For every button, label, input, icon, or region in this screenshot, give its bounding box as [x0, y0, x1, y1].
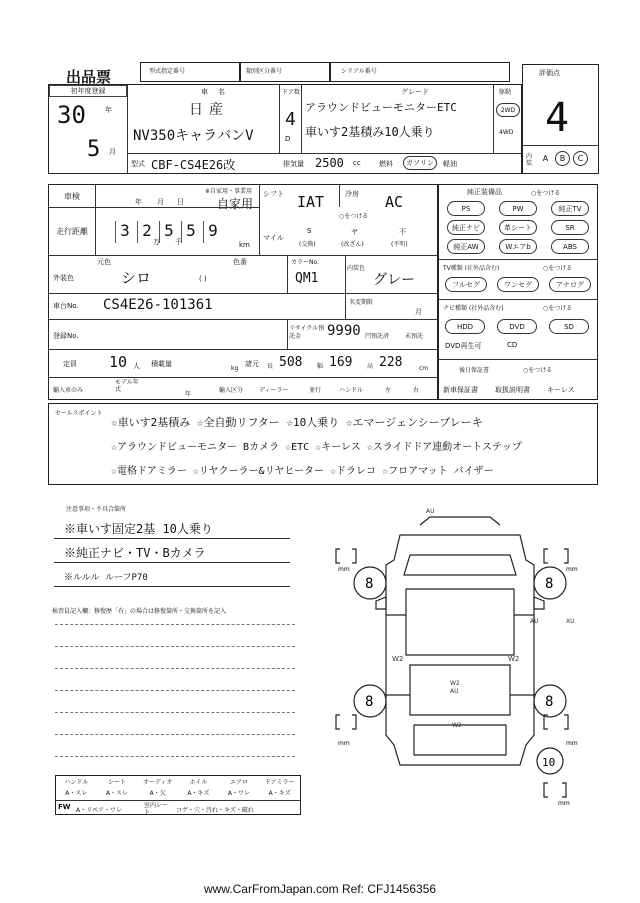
inspection-label: 車検: [64, 191, 80, 201]
height-label: 高: [367, 363, 374, 370]
load-label: 積載量: [151, 360, 172, 368]
displacement-label: 排気量: [283, 160, 304, 168]
length-label: 長: [267, 363, 274, 370]
score-value: 4: [545, 95, 570, 141]
width: 169: [329, 355, 353, 370]
spare-tire: 10: [542, 756, 556, 769]
car-diagram-svg: [330, 505, 590, 805]
legend-fw: FW: [58, 803, 71, 811]
mm-spare: mm: [558, 800, 570, 805]
right-label: 右: [413, 387, 420, 394]
mileage-digit: 2: [137, 221, 156, 243]
tire-rr: 8: [545, 694, 554, 710]
model-code-label: 型式: [131, 160, 145, 168]
legend-header: シート: [107, 779, 126, 786]
ac-value: AC: [385, 193, 404, 211]
deposit-missing: 未預託: [405, 333, 424, 340]
mileage-man-unit: 万: [153, 238, 160, 246]
inspection-month-unit: 月: [157, 198, 164, 206]
dealer-label: ディーラー: [259, 387, 289, 394]
grade-line2: 車いす2基積み10人乗り: [305, 125, 435, 139]
dims-unit: cm: [419, 365, 429, 372]
transfer-label: 名変期限: [349, 299, 374, 306]
model-year-label: モデル年式: [115, 379, 139, 393]
category-label: 類別区分番号: [246, 68, 283, 75]
displacement-unit: cc: [353, 159, 361, 167]
first-reg-month: 5: [87, 137, 101, 162]
equip-item: 革シート: [499, 220, 537, 235]
shift-value: IAT: [297, 193, 325, 211]
tire-rl: 8: [365, 694, 374, 710]
equipment-block: [438, 184, 598, 400]
height: 228: [379, 355, 403, 370]
legend-value: A・キズ: [187, 790, 210, 797]
shift-label: シフト: [263, 190, 284, 198]
color-value: シロ: [121, 269, 152, 287]
ac-label: 冷房: [345, 190, 359, 198]
note-line-1: ※車いす固定2基 10人乗り: [64, 522, 213, 536]
tv-item: ワンセグ: [497, 277, 539, 292]
mark-w2-center: W2: [450, 680, 460, 687]
mileage-unit: km: [239, 241, 250, 249]
mm-fl: mm: [338, 566, 350, 573]
equip-title: 純正装備品: [467, 188, 502, 196]
model-name: NV350キャラバンV: [133, 128, 254, 144]
inspection-year-unit: 年: [135, 198, 142, 206]
mm-rl: mm: [338, 740, 350, 747]
legend-header: エアロ: [229, 779, 248, 786]
equip-item: 純正TV: [551, 201, 589, 216]
first-reg-year: 30: [57, 101, 86, 129]
meter-fu-note: (不明): [391, 241, 408, 248]
sheet-title: 出品票: [66, 68, 112, 86]
mark-au: AU: [426, 508, 435, 515]
sales-points-box: [48, 403, 598, 485]
equip-item: PW: [499, 201, 537, 216]
import-type-label: 輸入区分: [219, 387, 244, 394]
color-code-label: カラーNo.: [291, 259, 319, 266]
mileage-digit: 5: [181, 221, 200, 243]
footer-ref: Ref: CFJ1456356: [341, 882, 437, 896]
equip-note: ○をつける: [531, 190, 561, 197]
load-unit: kg: [231, 365, 239, 372]
meter-ya: ヤ: [351, 228, 358, 236]
legend-fw-b: 室内シート: [144, 802, 169, 816]
drive-4wd: 4WD: [499, 129, 514, 136]
interior-label: 内装: [526, 153, 533, 167]
navi-item: SD: [549, 319, 589, 334]
use-note: ※自家用・事業用: [205, 188, 253, 195]
meter-s: S: [307, 227, 312, 235]
meter-fu: 不: [399, 228, 406, 236]
mileage-sen-unit: 千: [175, 238, 182, 246]
car-diagram: [330, 505, 590, 805]
navi-item: HDD: [445, 319, 485, 334]
color-code: QM1: [295, 271, 319, 286]
legend-header: ハンドル: [64, 779, 89, 786]
transfer-month: 月: [415, 308, 422, 316]
score-label: 評価点: [539, 69, 560, 77]
drive-2wd: 2WD: [496, 103, 520, 117]
recycle-label: リサイクル預託金: [289, 325, 325, 340]
mark-au-side: AU: [530, 618, 539, 625]
doors-label: ドア数: [282, 89, 300, 96]
mark-w2-rear: W2: [452, 722, 462, 729]
doc-item: 取扱説明書: [495, 386, 530, 394]
drive-label: 駆動: [499, 89, 512, 96]
mileage-label: 走行距離: [56, 226, 88, 236]
frame-label: 車台No.: [53, 302, 79, 310]
legend-value: A・キズ: [268, 790, 291, 797]
equip-item: 純正AW: [447, 239, 485, 254]
mm-rr: mm: [566, 740, 578, 747]
mark-w2-right: W2: [508, 655, 520, 663]
capacity: 10: [109, 353, 128, 371]
mark-w2-left: W2: [392, 655, 404, 663]
handle-label: ハンドル: [339, 387, 364, 394]
width-label: 幅: [317, 363, 324, 370]
rear-note: ○をつける: [523, 367, 553, 374]
recycle-value: 9990: [327, 323, 361, 339]
equip-item: SR: [551, 220, 589, 235]
model-year-unit: 年: [185, 391, 192, 398]
legend-fw-a: A・リペア・ワレ: [76, 807, 122, 814]
vehicle-block: [48, 84, 522, 174]
navi-note: ○をつける: [543, 305, 573, 312]
meter-note: ○をつける: [339, 213, 369, 220]
fuel-diesel: 軽油: [443, 160, 457, 168]
score-box: [522, 64, 599, 174]
sales-points-label: セールスポイント: [55, 410, 103, 417]
color-no-label: 色番: [233, 258, 247, 266]
legend-header: オーディオ: [142, 779, 173, 786]
tire-fl: 8: [365, 576, 374, 592]
maker: 日産: [189, 102, 229, 118]
serial-label: シリアル番号: [341, 68, 377, 75]
frame-no: CS4E26-101361: [103, 297, 213, 313]
doors-suffix: D: [285, 135, 291, 143]
note-line-3: ※ルルル ルーフP70: [64, 573, 148, 583]
interior-a: A: [542, 154, 549, 163]
tv-label: TV種類 (社外品含む): [443, 265, 500, 272]
detail-block: [48, 184, 438, 400]
first-reg-month-unit: 月: [109, 148, 116, 156]
sales-line-2: ☆アラウンドビューモニター Bカメラ ☆ETC ☆キーレス ☆スライドドア連動オートステップ: [111, 442, 522, 453]
inspector-label: 検査員記入欄：修復歴「有」の場合は修復箇所・交換箇所を記入: [52, 608, 227, 615]
first-reg-label: 初年度登録: [49, 85, 127, 97]
left-label: 左: [385, 387, 392, 394]
parallel-label: 並行: [309, 387, 322, 394]
fuel-label: 燃料: [379, 160, 393, 168]
displacement: 2500: [315, 156, 344, 170]
interior-b: B: [555, 151, 570, 166]
equip-item: 純正ナビ: [447, 220, 485, 235]
rear-label: 後日保証書: [459, 367, 490, 374]
mark-au-center: AU: [450, 688, 459, 695]
color-no-paren: ( ): [199, 275, 207, 283]
mileage-digit: 9: [203, 221, 222, 243]
name-label: 車名: [201, 88, 235, 96]
mile-label: マイル: [263, 234, 284, 242]
legend-value: A・欠: [149, 790, 166, 797]
doc-item: キーレス: [547, 386, 575, 394]
fuel-gasoline: ガソリン: [403, 156, 437, 170]
footer: [0, 882, 640, 896]
sales-line-1: ☆車いす2基積み ☆全自動リフター ☆10人乗り ☆エマージェンシーブレーキ: [111, 416, 483, 429]
mark-xu: XU: [566, 618, 575, 625]
capacity-unit: 人: [133, 362, 140, 370]
legend-table: [55, 775, 301, 815]
grade-label: グレード: [401, 88, 429, 96]
mm-fr: mm: [566, 566, 578, 573]
type-number-label: 型式指定番号: [149, 68, 186, 75]
dvd-item: CD: [507, 341, 518, 349]
use-value: 自家用: [217, 197, 254, 211]
length: 508: [279, 355, 303, 370]
tv-item: フルセグ: [445, 277, 487, 292]
dims-label: 諸元: [245, 360, 259, 368]
footer-site[interactable]: www.CarFromJapan.com: [203, 882, 339, 896]
note-line-2: ※純正ナビ・TV・Bカメラ: [64, 546, 206, 560]
legend-header: ホイル: [189, 779, 208, 786]
type-number-box: [140, 62, 240, 82]
color-label: 外装色: [53, 274, 74, 282]
notes-box: [50, 516, 294, 594]
model-code: CBF-CS4E26改: [151, 158, 236, 172]
recycle-unit: 円預託済: [365, 333, 390, 340]
mileage-digit: 3: [115, 221, 134, 243]
inspection-day-unit: 日: [177, 198, 184, 206]
tv-note: ○をつける: [543, 265, 573, 272]
mileage-digit: 5: [159, 221, 178, 243]
tv-item: アナログ: [549, 277, 591, 292]
navi-item: DVD: [497, 319, 537, 334]
category-box: [240, 62, 330, 82]
doors-value: 4: [285, 109, 296, 130]
import-label: 輸入車のみ: [53, 387, 84, 394]
notes-label: 注意事項・不具合箇所: [66, 506, 127, 513]
capacity-label: 定員: [63, 360, 77, 368]
int-color: グレー: [373, 272, 415, 288]
legend-fw-c: コゲ・穴・汚れ・キズ・破れ: [176, 807, 254, 814]
int-color-label: 内装色: [347, 265, 366, 272]
sales-line-3: ☆電格ドアミラー ☆リヤクーラー&リヤヒーター ☆ドラレコ ☆フロアマット バイザー: [111, 466, 494, 477]
legend-value: A・ワレ: [227, 790, 251, 797]
legend-value: A・スレ: [65, 790, 88, 797]
orig-color-label: 元色: [97, 258, 111, 266]
legend-header: ドアミラー: [264, 779, 295, 786]
first-reg-year-unit: 年: [105, 106, 112, 114]
tire-fr: 8: [545, 576, 554, 592]
doc-item: 新車保証書: [443, 386, 478, 394]
serial-box: [330, 62, 510, 82]
dvd-item: DVD再生可: [445, 342, 482, 350]
navi-label: ナビ種類 (社外品含む): [443, 305, 504, 312]
interior-c: C: [573, 151, 588, 166]
meter-ya-note: (改ざん): [341, 241, 364, 248]
equip-item: ABS: [551, 239, 589, 254]
grade-line1: アラウンドビューモニターETC: [305, 101, 457, 114]
reg-label: 登録No.: [53, 332, 79, 340]
equip-item: PS: [447, 201, 485, 216]
legend-value: A・スレ: [105, 790, 129, 797]
equip-item: Wエアb: [499, 239, 537, 254]
meter-s-note: (交換): [299, 241, 316, 248]
